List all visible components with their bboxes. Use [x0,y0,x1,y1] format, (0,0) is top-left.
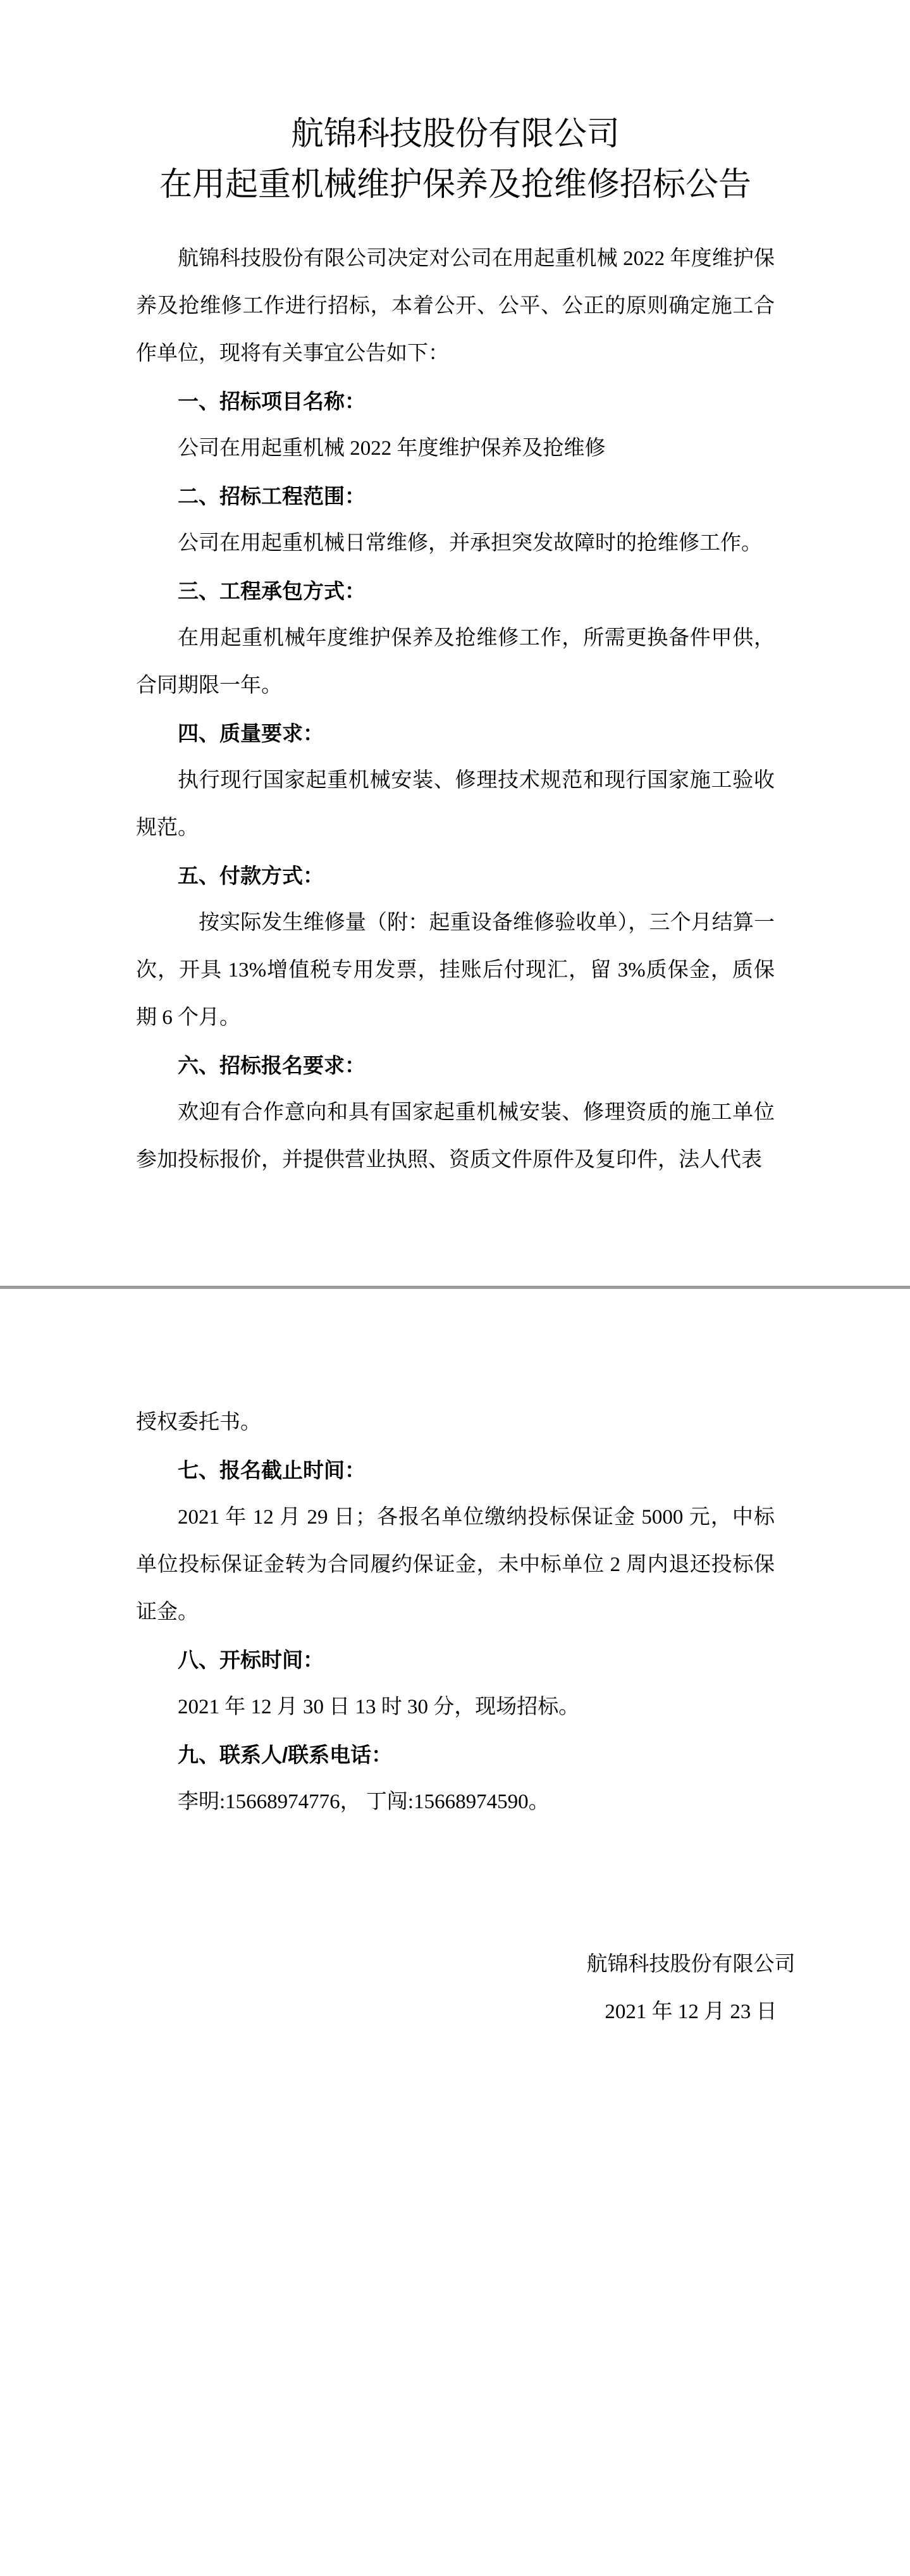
intro-paragraph: 航锦科技股份有限公司决定对公司在用起重机械 2022 年度维护保养及抢维修工作进行招标，本着公开、公平、公正的原则确定施工合作单位，现将有关事宜公告如下： [136,247,775,365]
document-title-line-1: 航锦科技股份有限公司 [290,116,620,152]
section-2-body: 公司在用起重机械日常维修，并承担突发故障时的抢维修工作。 [178,532,762,555]
section-3-heading: 三、工程承包方式： [178,579,366,603]
section-8-heading: 八、开标时间： [178,1648,324,1672]
section-9-heading: 九、联系人/联系电话： [178,1743,393,1766]
section-1-body: 公司在用起重机械 2022 年度维护保养及抢维修 [178,437,606,460]
section-5-heading: 五、付款方式： [178,864,324,887]
section-2-heading: 二、招标工程范围： [178,484,366,508]
section-5-body: 按实际发生维修量（附：起重设备维修验收单），三个月结算一次，开具 13%增值税专用发票，挂账后付现汇，留 3%质保金，质保期 6 个月。 [136,911,775,1029]
section-6-body-page2-continuation: 授权委托书。 [136,1411,261,1434]
section-1-heading: 一、招标项目名称： [178,390,366,413]
section-4-body: 执行现行国家起重机械安装、修理技术规范和现行国家施工验收规范。 [136,769,775,839]
section-6-body-page1-part: 欢迎有合作意向和具有国家起重机械安装、修理资质的施工单位参加投标报价，并提供营业执照、资质文件原件及复印件，法人代表 [136,1101,775,1171]
section-6-heading: 六、招标报名要求： [178,1054,366,1077]
section-7-heading: 七、报名截止时间： [178,1458,366,1482]
signature-block [582,1941,800,2036]
section-4-heading: 四、质量要求： [178,722,324,745]
document-title-block [136,0,775,211]
page-1 [0,0,910,1184]
section-8-body: 2021 年 12 月 30 日 13 时 30 分，现场招标。 [178,1696,580,1718]
page-break-divider [0,1286,910,1289]
page-2 [0,1399,910,2036]
section-3-body: 在用起重机械年度维护保养及抢维修工作，所需更换备件甲供，合同期限一年。 [136,627,775,697]
signature-date: 2021 年 12 月 23 日 [605,2000,777,2023]
section-7-body: 2021 年 12 月 29 日；各报名单位缴纳投标保证金 5000 元，中标单位投标保证金转为合同履约保证金，未中标单位 2 周内退还投标保证金。 [136,1506,775,1624]
section-9-body: 李明:15668974776， 丁闯:15668974590。 [178,1790,550,1813]
document-title-line-2: 在用起重机械维护保养及抢维修招标公告 [159,167,751,203]
signature-company-name: 航锦科技股份有限公司 [586,1953,796,1976]
